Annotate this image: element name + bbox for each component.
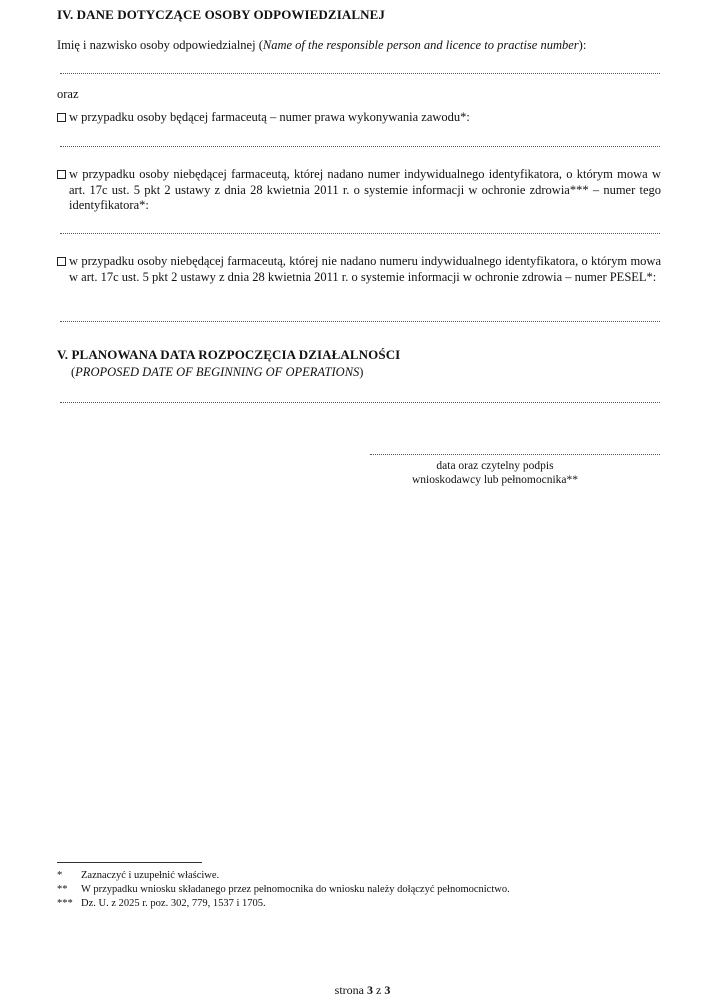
oraz-label: oraz [57, 87, 79, 101]
pharmacist-licence-field[interactable] [60, 146, 660, 147]
option-pesel [57, 254, 661, 285]
footnote-3: *** Dz. U. z 2025 r. poz. 302, 779, 1537 i 1705. [57, 898, 266, 909]
option-pharmacist-text: w przypadku osoby będącej farmaceutą – numer prawa wykonywania zawodu*: [69, 110, 470, 124]
option-identifier-text: w przypadku osoby niebędącej farmaceutą, której nadano numer indywidualnego identyfikatora, o którym mowa w art. 17c ust. 5 pkt 2 ustawy z dnia 28 kwietnia 2011 r. o systemie informacji w ochronie zdrowia*** – numer tego identyfikatora*: [69, 167, 661, 212]
responsible-person-field[interactable] [60, 73, 660, 74]
identifier-field[interactable] [60, 233, 660, 234]
section-5-title: V. PLANOWANA DATA ROZPOCZĘCIA DZIAŁALNOŚCI [57, 347, 401, 362]
page-number: strona 3 z 3 [334, 983, 391, 997]
section-4-title: IV. DANE DOTYCZĄCE OSOBY ODPOWIEDZIALNEJ [57, 7, 385, 22]
option-identifier [57, 167, 661, 214]
pharmacist-checkbox[interactable] [57, 113, 66, 122]
responsible-person-label: Imię i nazwisko osoby odpowiedzialnej (Name of the responsible person and licence to practise number): [57, 38, 587, 52]
identifier-checkbox[interactable] [57, 170, 66, 179]
option-pharmacist [57, 110, 661, 126]
footnote-2: ** W przypadku wniosku składanego przez pełnomocnika do wniosku należy dołączyć pełnomocnictwo. [57, 884, 510, 895]
option-pesel-text: w przypadku osoby niebędącej farmaceutą, której nie nadano numeru indywidualnego identyfikatora, o którym mowa w art. 17c ust. 5 pkt 2 ustawy z dnia 28 kwietnia 2011 r. o systemie informacji w ochronie zdrowia – numer PESEL*: [69, 254, 661, 284]
signature-label [370, 460, 620, 487]
signature-field[interactable] [370, 454, 660, 455]
signature-label-line1: data oraz czytelny podpis [436, 460, 554, 472]
start-date-field[interactable] [60, 402, 660, 403]
pesel-field[interactable] [60, 321, 660, 322]
pesel-checkbox[interactable] [57, 257, 66, 266]
footnote-rule [57, 862, 202, 863]
signature-label-line2: wnioskodawcy lub pełnomocnika** [411, 473, 579, 486]
section-5-subtitle: (PROPOSED DATE OF BEGINNING OF OPERATIONS) [71, 365, 364, 379]
footnote-1: * Zaznaczyć i uzupełnić właściwe. [57, 870, 220, 881]
